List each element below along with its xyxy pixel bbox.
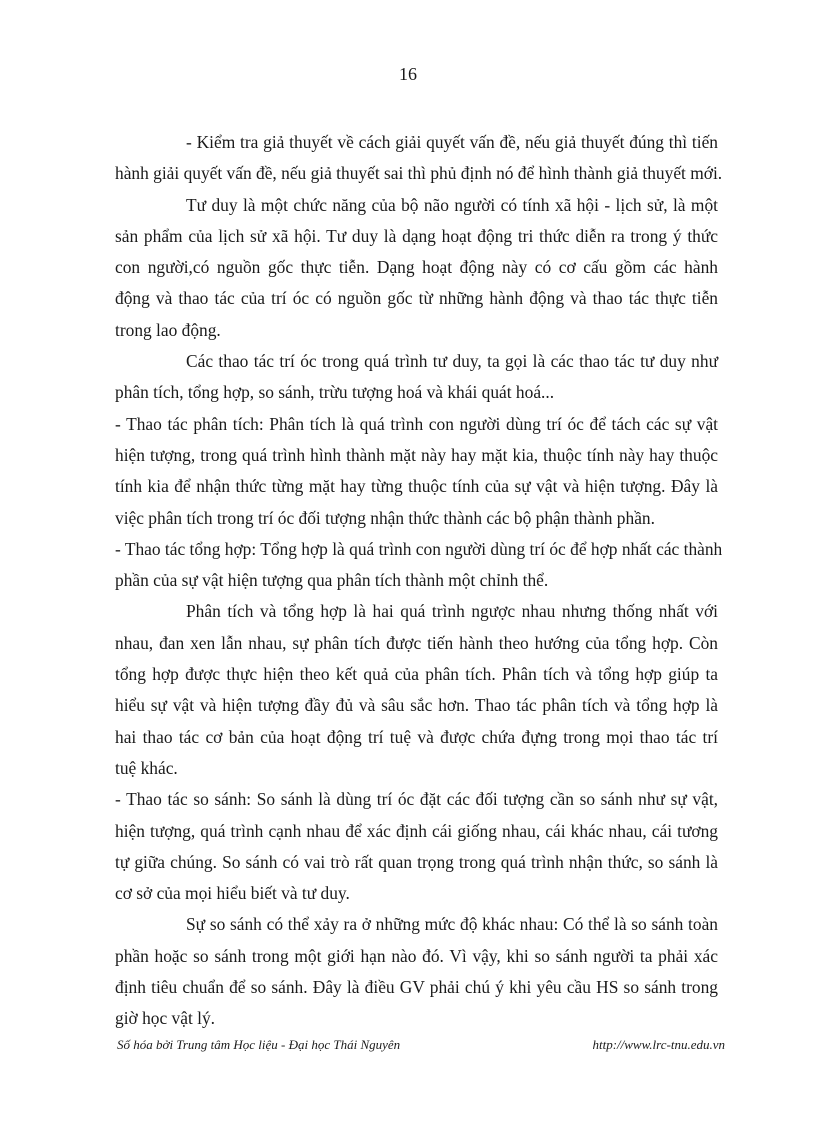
page-number: 16 — [399, 64, 417, 84]
text-line: sản phẩm của lịch sử xã hội. Tư duy là dạng hoạt động tri thức diễn ra trong ý thức — [115, 225, 718, 246]
document-body — [115, 127, 723, 1035]
text-line: con người,có nguồn gốc thực tiễn. Dạng hoạt động này có cơ cấu gồm các hành — [115, 257, 718, 278]
page-footer — [117, 1037, 725, 1053]
text-line: việc phân tích trong trí óc đối tượng nhận thức thành các bộ phận thành phần. — [115, 507, 655, 528]
text-line: phần hoặc so sánh trong một giới hạn nào đó. Vì vậy, khi so sánh người ta phải xác — [115, 945, 718, 966]
footer-source: Số hóa bởi Trung tâm Học liệu - Đại học Thái Nguyên — [117, 1037, 401, 1052]
text-line: hiện tượng, quá trình cạnh nhau để xác định cái giống nhau, cái khác nhau, cái tương — [115, 820, 718, 841]
text-line: Phân tích và tổng hợp là hai quá trình ngược nhau nhưng thống nhất với — [186, 601, 718, 622]
text-line: hai thao tác cơ bản của hoạt động trí tuệ và được chứa đựng trong mọi thao tác trí — [115, 726, 718, 747]
text-line: giờ học vật lý. — [115, 1008, 215, 1029]
text-line: cơ sở của mọi hiểu biết và tư duy. — [115, 883, 350, 904]
text-line: - Thao tác so sánh: So sánh là dùng trí óc đặt các đối tượng cần so sánh như sự vật, — [115, 789, 718, 810]
text-line: trong lao động. — [115, 319, 221, 340]
footer-url: http://www.lrc-tnu.edu.vn — [592, 1037, 725, 1052]
text-line: phân tích, tổng hợp, so sánh, trừu tượng hoá và khái quát hoá... — [115, 382, 555, 403]
text-line: Tư duy là một chức năng của bộ não người có tính xã hội - lịch sử, là một — [186, 194, 718, 215]
text-line: động và thao tác của trí óc có nguồn gốc từ những hành động và thao tác thực tiễn — [115, 288, 718, 309]
text-line: hiểu sự vật và hiện tượng đầy đủ và sâu sắc hơn. Thao tác phân tích và tổng hợp là — [115, 695, 718, 716]
text-line: hiện tượng, trong quá trình hình thành mặt này hay mặt kia, thuộc tính này hay thuộc — [115, 444, 718, 465]
text-line: tổng hợp được thực hiện theo kết quả của phân tích. Phân tích và tổng hợp giúp ta — [115, 664, 718, 685]
text-line: phần của sự vật hiện tượng qua phân tích thành một chỉnh thể. — [115, 570, 549, 591]
text-line: nhau, đan xen lẫn nhau, sự phân tích được tiến hành theo hướng của tổng hợp. Còn — [115, 632, 718, 653]
text-line: Các thao tác trí óc trong quá trình tư duy, ta gọi là các thao tác tư duy như — [186, 351, 718, 372]
text-line: hành giải quyết vấn đề, nếu giả thuyết sai thì phủ định nó để hình thành giả thuyết mới. — [115, 163, 723, 184]
text-line: - Thao tác phân tích: Phân tích là quá trình con người dùng trí óc để tách các sự vật — [115, 413, 718, 434]
text-line: - Kiểm tra giả thuyết về cách giải quyết vấn đề, nếu giả thuyết đúng thì tiến — [186, 132, 718, 152]
text-line: định tiêu chuẩn để so sánh. Đây là điều GV phải chú ý khi yêu cầu HS so sánh trong — [115, 977, 718, 998]
text-line: Sự so sánh có thể xảy ra ở những mức độ khác nhau: Có thể là so sánh toàn — [186, 914, 718, 935]
text-line: tự giữa chúng. So sánh có vai trò rất quan trọng trong quá trình nhận thức, so sánh là — [115, 851, 718, 872]
text-line: tuệ khác. — [115, 757, 178, 778]
text-line: - Thao tác tổng hợp: Tổng hợp là quá trình con người dùng trí óc để hợp nhất các thành — [115, 538, 723, 559]
text-line: tính kia để nhận thức từng mặt hay từng thuộc tính của sự vật và hiện tượng. Đây là — [115, 476, 718, 497]
